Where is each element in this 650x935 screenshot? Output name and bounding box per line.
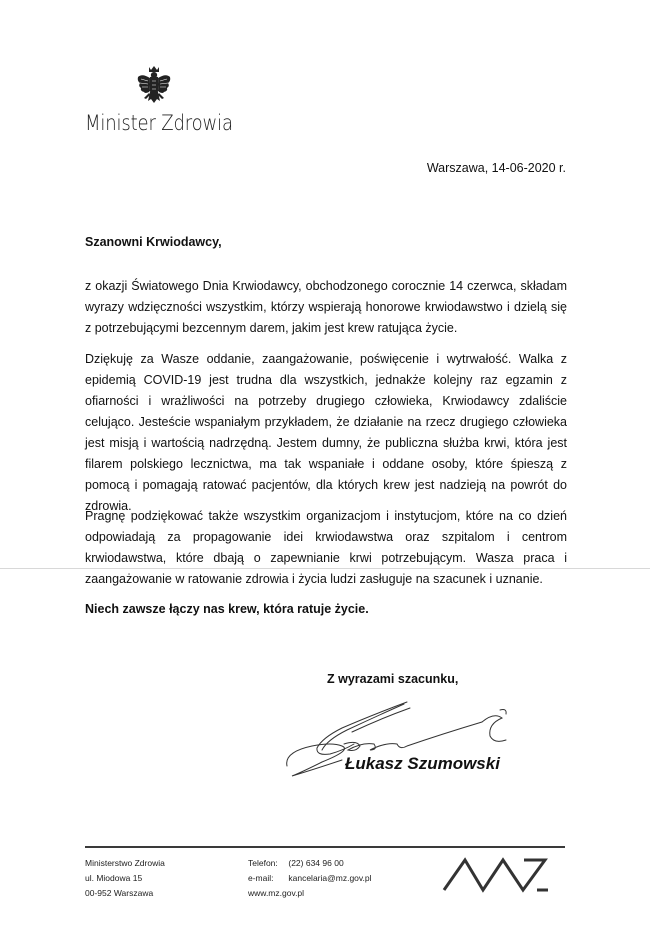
eagle-emblem-icon <box>136 65 172 109</box>
footer-institution: Ministerstwo Zdrowia <box>85 858 165 868</box>
phone-label: Telefon: <box>248 858 278 868</box>
footer-address <box>85 856 165 901</box>
website-link[interactable]: www.mz.gov.pl <box>248 888 305 898</box>
salutation: Szanowni Krwiodawcy, <box>85 235 222 249</box>
ministry-title: Minister Zdrowia <box>85 111 233 135</box>
scan-fold-line <box>0 568 650 569</box>
email-label: e-mail: <box>248 873 274 883</box>
closing-line: Niech zawsze łączy nas krew, która ratuje życie. <box>85 602 369 616</box>
footer-postal-city: 00-952 Warszawa <box>85 888 154 898</box>
phone-value: (22) 634 96 00 <box>288 858 344 868</box>
letter-date: Warszawa, 14-06-2020 r. <box>426 161 566 175</box>
paragraph-1: z okazji Światowego Dnia Krwiodawcy, obchodzonego corocznie 14 czerwca, składam wyrazy wdzięczności wszystkim, którzy wspierają honorowe krwiodawstwo i dzielą się z potrzebującymi bezcennym darem, jakim jest krew ratująca życie. <box>85 279 567 335</box>
paragraph-2: Dziękuję za Wasze oddanie, zaangażowanie, poświęcenie i wytrwałość. Walka z epidemią COVID-19 jest trudna dla wszystkich, jednakże kolejny raz egzamin z ofiarności i wrażliwości na potrzeby drugiego człowieka, Krwiodawcy zdaliście celująco. Jesteście wspaniałym przykładem, że działanie na rzecz drugiego człowieka jest misją i wartością nadrzędną. Jestem dumny, że publiczna służba krwi, która jest filarem polskiego lecznictwa, ma tak wspaniałe i oddane osoby, które śpieszą z pomocą i pomagają ratować pacjentów, dla których krew jest nadzieją na powrót do zdrowia. <box>85 352 567 513</box>
regards: Z wyrazami szacunku, <box>327 672 459 686</box>
footer-rule <box>85 846 565 848</box>
footer-contact <box>248 856 372 901</box>
footer-street: ul. Miodowa 15 <box>85 873 143 883</box>
paragraph-3: Pragnę podziękować także wszystkim organizacjom i instytucjom, które na co dzień odpowiadają za propagowanie idei krwiodawstwa oraz szpitalom i centrom krwiodawstwa, które dbają o zapewnianie krwi potrzebującym. Wasza praca i zaangażowanie w ratowanie zdrowia i życia ludzi zasługuje na szacunek i uznanie. <box>85 509 567 586</box>
email-link[interactable]: kancelaria@mz.gov.pl <box>288 873 372 883</box>
mz-logo-icon <box>440 855 552 895</box>
signer-name: Łukasz Szumowski <box>345 754 500 773</box>
footer-phone-row <box>248 856 372 871</box>
footer-email-row <box>248 871 372 886</box>
